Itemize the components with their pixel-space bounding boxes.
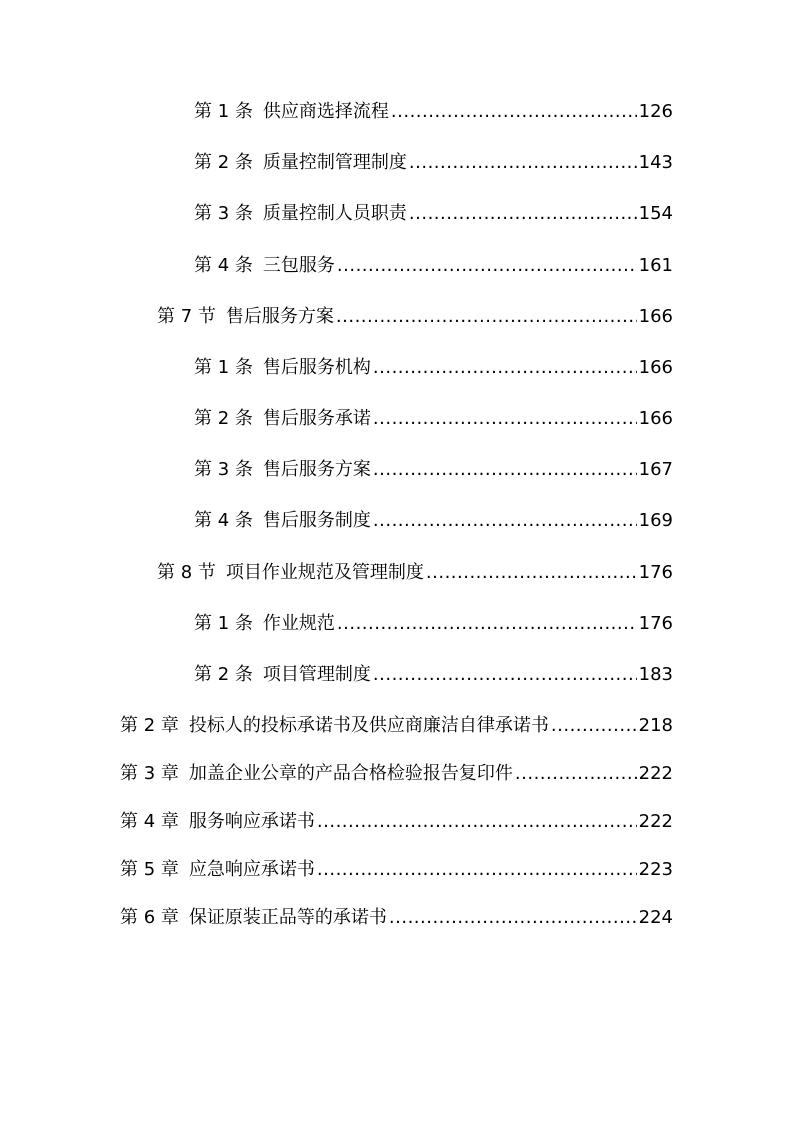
toc-entry[interactable] — [194, 407, 673, 431]
toc-entry[interactable] — [194, 100, 673, 124]
toc-dot-leader — [317, 858, 637, 882]
toc-dot-leader — [391, 100, 637, 124]
toc-entry-page: 223 — [638, 859, 673, 880]
toc-entry-page: 222 — [638, 811, 673, 832]
toc-dot-leader — [515, 762, 637, 786]
toc-entry[interactable] — [120, 906, 673, 930]
toc-entry-title: 项目作业规范及管理制度 — [225, 562, 424, 583]
toc-entry-page: 154 — [638, 203, 673, 224]
toc-entry-number: 第 4 章 — [120, 811, 179, 832]
toc-dot-leader — [373, 356, 637, 380]
toc-entry-number: 第 6 章 — [120, 907, 179, 928]
toc-entry-page: 169 — [638, 510, 673, 531]
toc-entry-number: 第 4 条 — [194, 510, 253, 531]
toc-dot-leader — [373, 458, 637, 482]
toc-dot-leader — [337, 612, 637, 636]
toc-entry-page: 167 — [638, 459, 673, 480]
toc-entry[interactable] — [120, 810, 673, 834]
toc-entry[interactable] — [194, 663, 673, 687]
toc-entry[interactable] — [120, 762, 673, 786]
toc-entry-title: 服务响应承诺书 — [188, 811, 315, 832]
toc-dot-leader — [389, 906, 637, 930]
toc-entry-page: 183 — [638, 664, 673, 685]
toc-dot-leader — [551, 714, 637, 738]
toc-entry-page: 166 — [638, 306, 673, 327]
toc-dot-leader — [409, 151, 637, 175]
toc-entry-number: 第 3 章 — [120, 763, 179, 784]
toc-entry-title: 应急响应承诺书 — [188, 859, 315, 880]
toc-entry-page: 176 — [638, 562, 673, 583]
toc-entry-title: 投标人的投标承诺书及供应商廉洁自律承诺书 — [188, 715, 549, 736]
toc-entry[interactable] — [194, 509, 673, 533]
toc-dot-leader — [373, 663, 637, 687]
toc-entry-page: 222 — [638, 763, 673, 784]
toc-entry[interactable] — [194, 202, 673, 226]
toc-entry-title: 三包服务 — [262, 255, 335, 276]
toc-entry[interactable] — [194, 458, 673, 482]
toc-entry-number: 第 2 条 — [194, 408, 253, 429]
toc-entry-number: 第 4 条 — [194, 255, 253, 276]
toc-entry-page: 224 — [638, 907, 673, 928]
toc-entry-page: 166 — [638, 408, 673, 429]
toc-entry-page: 143 — [638, 152, 673, 173]
toc-entry-number: 第 2 章 — [120, 715, 179, 736]
toc-entry-title: 供应商选择流程 — [262, 101, 389, 122]
toc-entry[interactable] — [120, 714, 673, 738]
toc-entry[interactable] — [157, 305, 673, 329]
toc-entry-number: 第 5 章 — [120, 859, 179, 880]
toc-entry-title: 项目管理制度 — [262, 664, 371, 685]
toc-entry-page: 166 — [638, 357, 673, 378]
toc-entry[interactable] — [157, 561, 673, 585]
toc-entry[interactable] — [194, 612, 673, 636]
toc-dot-leader — [336, 305, 637, 329]
toc-entry-title: 质量控制管理制度 — [262, 152, 407, 173]
toc-entry-page: 218 — [638, 715, 673, 736]
toc-entry-number: 第 3 条 — [194, 459, 253, 480]
toc-entry-number: 第 1 条 — [194, 357, 253, 378]
toc-entry-number: 第 7 节 — [157, 306, 216, 327]
toc-entry-title: 加盖企业公章的产品合格检验报告复印件 — [188, 763, 513, 784]
toc-entry-page: 126 — [638, 101, 673, 122]
toc-entry-number: 第 1 条 — [194, 613, 253, 634]
toc-entry-number: 第 1 条 — [194, 101, 253, 122]
toc-dot-leader — [317, 810, 637, 834]
toc-dot-leader — [337, 254, 637, 278]
toc-dot-leader — [409, 202, 637, 226]
toc-entry[interactable] — [194, 254, 673, 278]
toc-entry[interactable] — [120, 858, 673, 882]
toc-entry-title: 售后服务机构 — [262, 357, 371, 378]
toc-entry-title: 质量控制人员职责 — [262, 203, 407, 224]
toc-entry-title: 作业规范 — [262, 613, 335, 634]
toc-entry-page: 161 — [638, 255, 673, 276]
toc-entry[interactable] — [194, 356, 673, 380]
toc-entry-title: 保证原装正品等的承诺书 — [188, 907, 387, 928]
toc-dot-leader — [373, 509, 637, 533]
toc-entry[interactable] — [194, 151, 673, 175]
toc-entry-page: 176 — [638, 613, 673, 634]
toc-dot-leader — [426, 561, 637, 585]
toc-dot-leader — [373, 407, 637, 431]
toc-entry-title: 售后服务制度 — [262, 510, 371, 531]
toc-entry-title: 售后服务承诺 — [262, 408, 371, 429]
toc-entry-number: 第 3 条 — [194, 203, 253, 224]
toc-entry-number: 第 2 条 — [194, 664, 253, 685]
toc-entry-number: 第 8 节 — [157, 562, 216, 583]
toc-entry-title: 售后服务方案 — [262, 459, 371, 480]
toc-entry-number: 第 2 条 — [194, 152, 253, 173]
toc-entry-title: 售后服务方案 — [225, 306, 334, 327]
